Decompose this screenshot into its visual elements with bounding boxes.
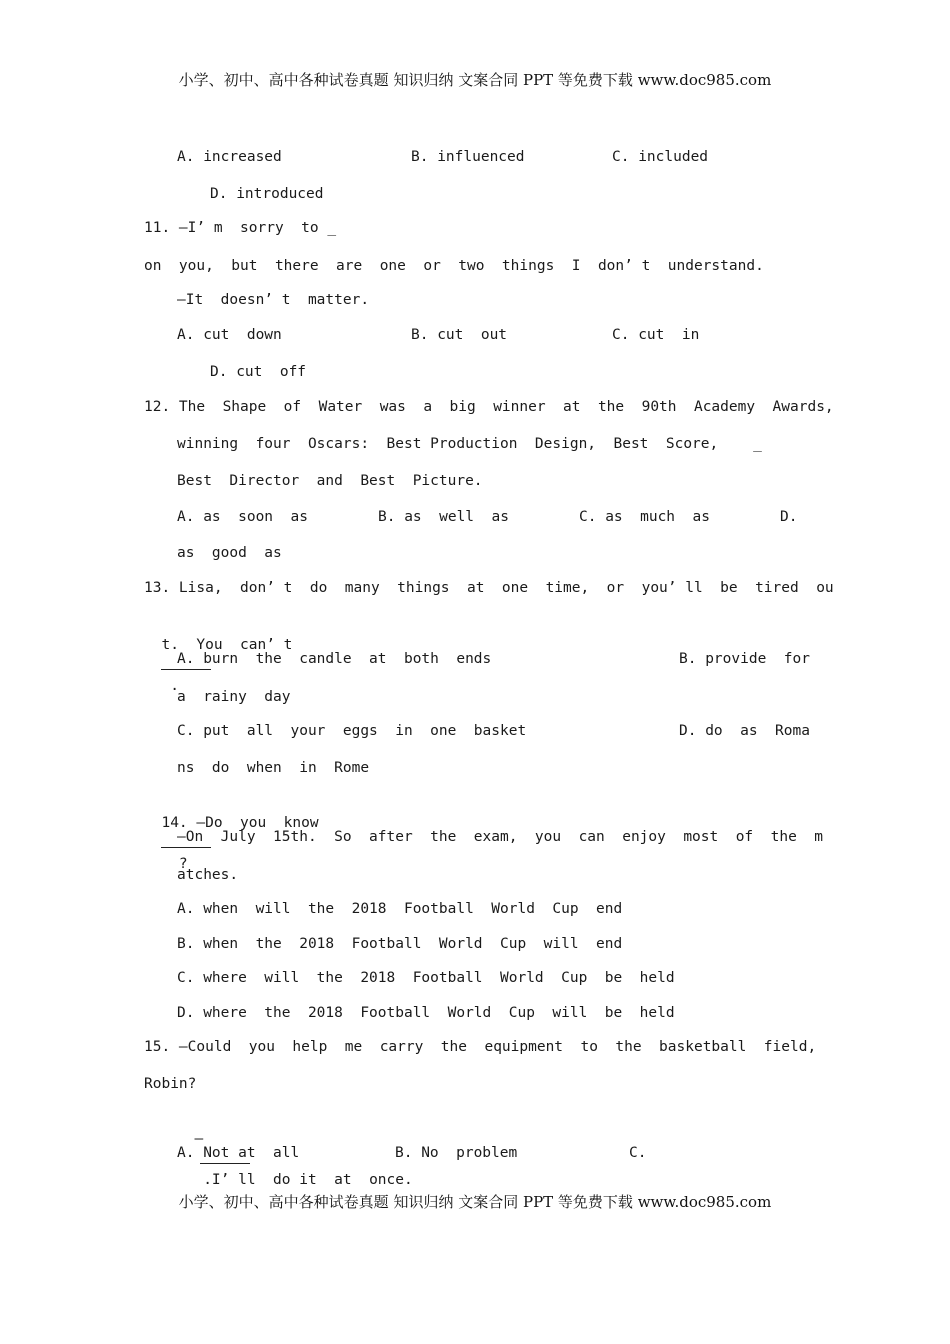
q12-stem-line2: winning four Oscars: Best Production Design, Best Score, _ xyxy=(177,436,762,452)
q12-stem-line3: Best Director and Best Picture. xyxy=(177,473,483,489)
q10-option-b: B. influenced xyxy=(411,149,525,165)
q14-stem-line1-post: ? xyxy=(161,856,188,872)
q12-option-c: C. as much as xyxy=(579,509,710,525)
page-footer: 小学、初中、高中各种试卷真题 知识归纳 文案合同 PPT 等免费下载 www.doc985.com xyxy=(178,1193,772,1211)
q12-option-b: B. as well as xyxy=(378,509,509,525)
q15-stem-line3-pre: — xyxy=(194,1131,204,1147)
q13-option-b: B. provide for xyxy=(679,651,810,667)
q10-option-d: D. introduced xyxy=(210,186,324,202)
q11-option-c: C. cut in xyxy=(612,327,700,343)
q11-stem-line3: —It doesn’ t matter. xyxy=(177,292,370,308)
q13-stem-line1: 13. Lisa, don’ t do many things at one time, or you’ ll be tired ou xyxy=(144,580,834,596)
q12-option-d-text: as good as xyxy=(177,545,282,561)
q15-stem-line1: 15. —Could you help me carry the equipment to the basketball field, xyxy=(144,1039,817,1055)
q11-stem-line1: 11. —I’ m sorry to _ xyxy=(144,220,337,236)
q12-option-d-label: D. xyxy=(780,509,798,525)
q13-option-d: D. do as Roma xyxy=(679,723,810,739)
q11-stem-line2: on you, but there are one or two things I don’ t understand. xyxy=(144,258,764,274)
q14-option-d: D. where the 2018 Football World Cup will be held xyxy=(177,1005,675,1021)
q14-option-a: A. when will the 2018 Football World Cup end xyxy=(177,901,623,917)
q13-option-b-cont: a rainy day xyxy=(177,689,291,705)
q15-stem-line2: Robin? xyxy=(144,1076,197,1092)
q11-option-b: B. cut out xyxy=(411,327,508,343)
q12-option-a: A. as soon as xyxy=(177,509,308,525)
q12-stem-line1: 12. The Shape of Water was a big winner at the 90th Academy Awards, xyxy=(144,399,834,415)
q15-stem-line3-post: .I’ ll do it at once. xyxy=(194,1172,413,1188)
q14-option-b: B. when the 2018 Football World Cup will end xyxy=(177,936,623,952)
q11-option-a: A. cut down xyxy=(177,327,282,343)
q13-option-c: C. put all your eggs in one basket xyxy=(177,723,527,739)
q13-stem-line2-pre: t. You can’ t xyxy=(161,637,293,653)
q14-stem-line2: —On July 15th. So after the exam, you can enjoy most of the m xyxy=(177,829,824,845)
q13-option-d-cont: ns do when in Rome xyxy=(177,760,370,776)
q13-option-a: A. burn the candle at both ends xyxy=(177,651,492,667)
q10-option-c: C. included xyxy=(612,149,709,165)
q10-option-a: A. increased xyxy=(177,149,282,165)
page-header: 小学、初中、高中各种试卷真题 知识归纳 文案合同 PPT 等免费下载 www.doc985.com xyxy=(178,71,772,89)
q14-stem-line1-pre: 14. —Do you know xyxy=(161,815,319,831)
q13-stem-line2-post: . xyxy=(161,678,179,694)
q14-option-c: C. where will the 2018 Football World Cup be held xyxy=(177,970,675,986)
q15-option-b: B. No problem xyxy=(395,1145,518,1161)
q15-option-c: C. xyxy=(629,1145,647,1161)
q15-option-a: A. Not at all xyxy=(177,1145,300,1161)
q11-option-d: D. cut off xyxy=(210,364,307,380)
q14-stem-line3: atches. xyxy=(177,867,239,883)
